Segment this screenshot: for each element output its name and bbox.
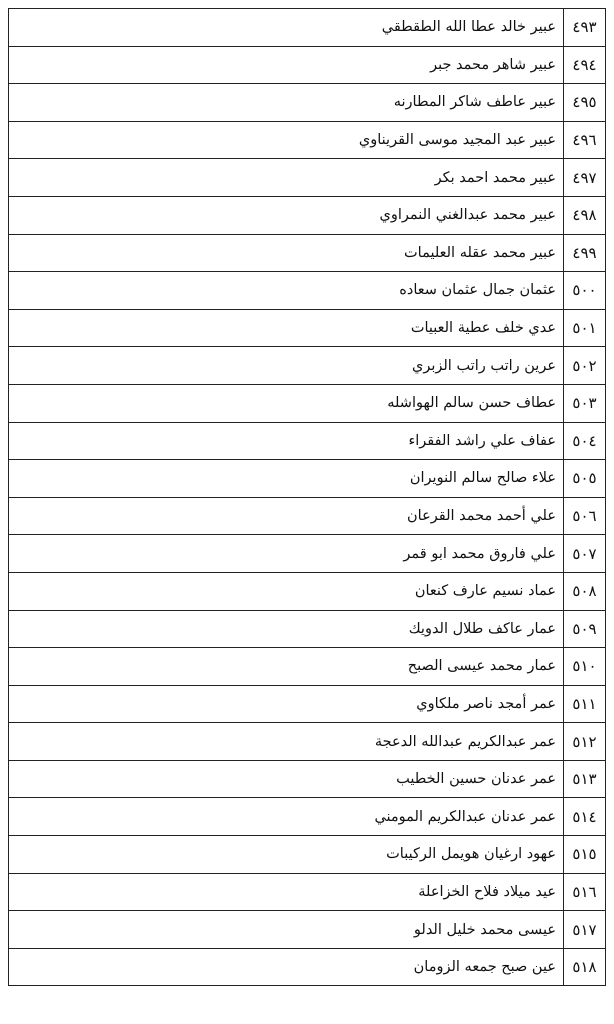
table-row (9, 9, 606, 47)
names-table-body (9, 9, 606, 986)
row-name: عثمان جمال عثمان سعاده (9, 272, 564, 310)
table-row (9, 196, 606, 234)
row-number: ٤٩٦ (564, 121, 606, 159)
row-name: عمار محمد عيسى الصبح (9, 648, 564, 686)
row-name: عيسى محمد خليل الدلو (9, 911, 564, 949)
table-row (9, 836, 606, 874)
row-number: ٥١٢ (564, 723, 606, 761)
row-name: عمر عبدالكريم عبدالله الدعجة (9, 723, 564, 761)
row-name: عدي خلف عطية العبيات (9, 309, 564, 347)
row-name: عطاف حسن سالم الهواشله (9, 384, 564, 422)
row-name: عبير خالد عطا الله الطقطقي (9, 9, 564, 47)
table-row (9, 572, 606, 610)
row-name: عرين راتب راتب الزبري (9, 347, 564, 385)
row-name: عهود ارغيان هويمل الركيبات (9, 836, 564, 874)
row-number: ٥٠٣ (564, 384, 606, 422)
table-row (9, 610, 606, 648)
row-number: ٤٩٣ (564, 9, 606, 47)
row-name: علي أحمد محمد القرعان (9, 497, 564, 535)
table-row (9, 272, 606, 310)
table-row (9, 347, 606, 385)
row-number: ٥١٧ (564, 911, 606, 949)
table-row (9, 159, 606, 197)
row-name: عبير شاهر محمد جبر (9, 46, 564, 84)
table-row (9, 384, 606, 422)
row-number: ٥٠٧ (564, 535, 606, 573)
table-row (9, 798, 606, 836)
row-name: عين صبح جمعه الزومان (9, 948, 564, 986)
row-name: عماد نسيم عارف كنعان (9, 572, 564, 610)
table-row (9, 760, 606, 798)
row-name: علاء صالح سالم النويران (9, 460, 564, 498)
row-name: علي فاروق محمد ابو قمر (9, 535, 564, 573)
table-row (9, 873, 606, 911)
row-number: ٤٩٧ (564, 159, 606, 197)
row-number: ٥١١ (564, 685, 606, 723)
row-number: ٥١٣ (564, 760, 606, 798)
table-row (9, 535, 606, 573)
row-number: ٥٠٤ (564, 422, 606, 460)
row-name: عمر عدنان عبدالكريم المومني (9, 798, 564, 836)
row-name: عمار عاكف طلال الدويك (9, 610, 564, 648)
row-name: عبير محمد احمد بكر (9, 159, 564, 197)
table-row (9, 723, 606, 761)
row-name: عمر عدنان حسين الخطيب (9, 760, 564, 798)
row-name: عبير عاطف شاكر المطارنه (9, 84, 564, 122)
row-name: عمر أمجد ناصر ملكاوي (9, 685, 564, 723)
table-row (9, 84, 606, 122)
row-number: ٤٩٤ (564, 46, 606, 84)
table-row (9, 460, 606, 498)
row-name: عفاف علي راشد الفقراء (9, 422, 564, 460)
row-name: عيد ميلاد فلاح الخزاعلة (9, 873, 564, 911)
row-number: ٥٠٦ (564, 497, 606, 535)
table-row (9, 422, 606, 460)
row-number: ٥١٥ (564, 836, 606, 874)
table-row (9, 497, 606, 535)
row-number: ٥١٨ (564, 948, 606, 986)
table-row (9, 234, 606, 272)
row-number: ٥٠٥ (564, 460, 606, 498)
row-number: ٥٠١ (564, 309, 606, 347)
table-row (9, 46, 606, 84)
row-name: عبير عبد المجيد موسى القريناوي (9, 121, 564, 159)
row-number: ٤٩٩ (564, 234, 606, 272)
row-number: ٥٠٠ (564, 272, 606, 310)
row-number: ٥٠٨ (564, 572, 606, 610)
table-row (9, 948, 606, 986)
row-name: عبير محمد عقله العليمات (9, 234, 564, 272)
row-number: ٤٩٥ (564, 84, 606, 122)
names-table (8, 8, 606, 986)
row-number: ٤٩٨ (564, 196, 606, 234)
row-number: ٥١٤ (564, 798, 606, 836)
table-row (9, 309, 606, 347)
row-number: ٥١٠ (564, 648, 606, 686)
table-row (9, 685, 606, 723)
table-row (9, 911, 606, 949)
names-list-page (8, 8, 606, 986)
row-number: ٥٠٩ (564, 610, 606, 648)
row-number: ٥٠٢ (564, 347, 606, 385)
row-number: ٥١٦ (564, 873, 606, 911)
table-row (9, 121, 606, 159)
row-name: عبير محمد عبدالغني النمراوي (9, 196, 564, 234)
table-row (9, 648, 606, 686)
